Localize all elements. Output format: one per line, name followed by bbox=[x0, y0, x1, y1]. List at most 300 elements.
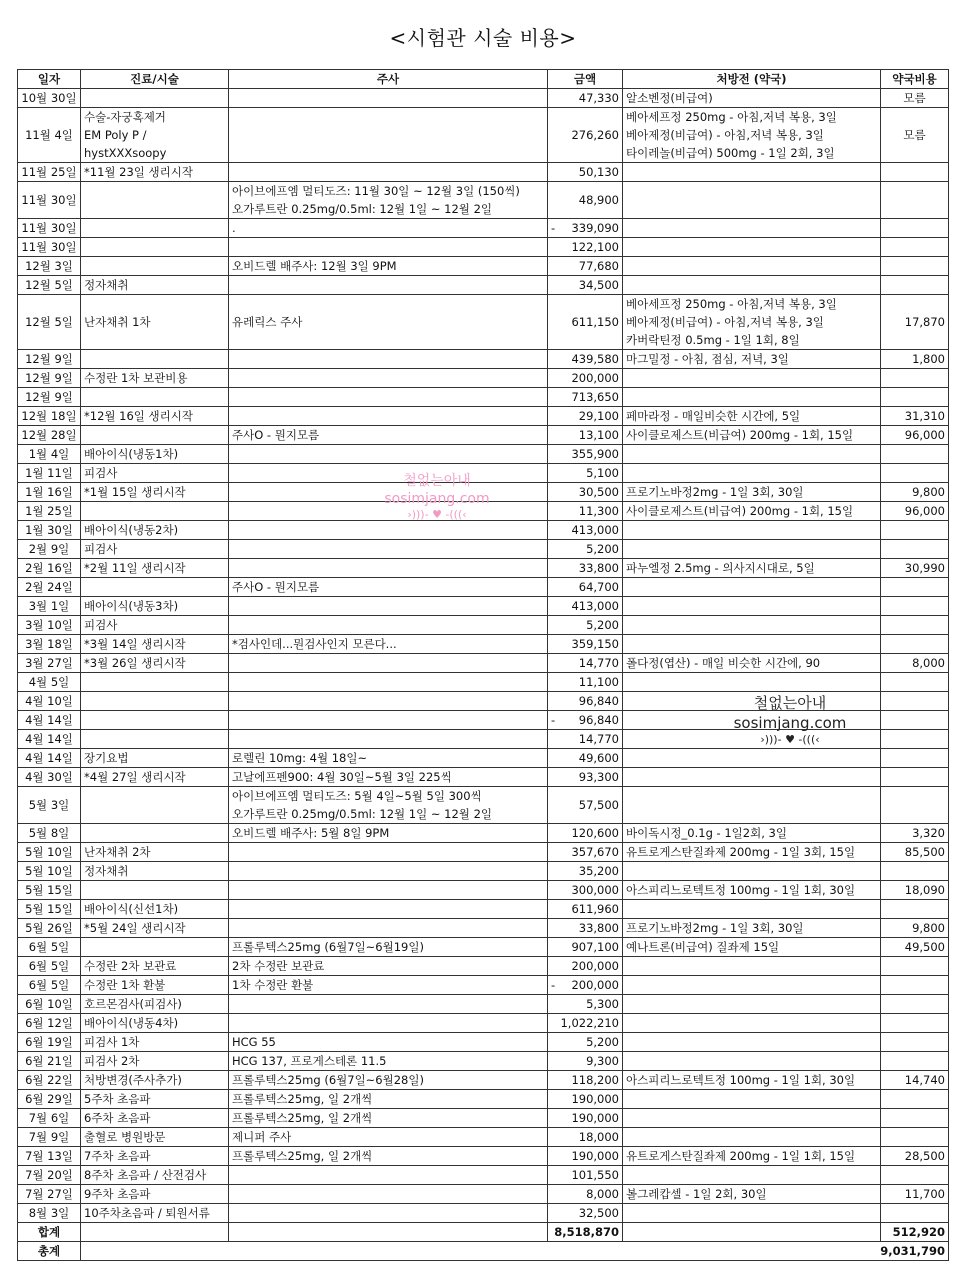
row-amount: 49,600 bbox=[548, 749, 623, 768]
row-amount: 200,000 bbox=[548, 369, 623, 388]
table-row bbox=[18, 635, 949, 654]
row-treatment bbox=[81, 502, 229, 521]
row-treatment: 수정란 1차 보관비용 bbox=[81, 369, 229, 388]
row-date: 11월 25일 bbox=[18, 163, 81, 182]
table-row bbox=[18, 862, 949, 881]
row-treatment: 배아이식(냉동2차) bbox=[81, 521, 229, 540]
row-prescription: 아스피리느로텍트정 100mg - 1일 1회, 30일 bbox=[623, 881, 881, 900]
row-pharmacy-cost bbox=[881, 1204, 949, 1223]
subtotal-row bbox=[18, 1223, 949, 1242]
row-pharmacy-cost: 14,740 bbox=[881, 1071, 949, 1090]
header-row bbox=[18, 70, 949, 89]
row-amount: 611,150 bbox=[548, 295, 623, 350]
table-row bbox=[18, 654, 949, 673]
row-amount bbox=[548, 219, 623, 238]
row-injection bbox=[229, 276, 548, 295]
row-date: 6월 21일 bbox=[18, 1052, 81, 1071]
table-row bbox=[18, 295, 949, 350]
row-date: 3월 27일 bbox=[18, 654, 81, 673]
amount-value: 96,840 bbox=[578, 713, 619, 727]
row-pharmacy-cost bbox=[881, 521, 949, 540]
row-injection: 오비드렐 배주사: 12월 3일 9PM bbox=[229, 257, 548, 276]
row-date: 5월 26일 bbox=[18, 919, 81, 938]
row-treatment bbox=[81, 578, 229, 597]
table-row bbox=[18, 464, 949, 483]
row-prescription: 알소벤정(비급여) bbox=[623, 89, 881, 108]
row-pharmacy-cost bbox=[881, 1014, 949, 1033]
row-date: 8월 3일 bbox=[18, 1204, 81, 1223]
row-injection bbox=[229, 1185, 548, 1204]
row-pharmacy-cost bbox=[881, 257, 949, 276]
row-treatment: 10주차초음파 / 퇴원서류 bbox=[81, 1204, 229, 1223]
row-pharmacy-cost: 96,000 bbox=[881, 502, 949, 521]
row-prescription bbox=[623, 616, 881, 635]
row-pharmacy-cost bbox=[881, 445, 949, 464]
row-date: 7월 20일 bbox=[18, 1166, 81, 1185]
row-amount: 190,000 bbox=[548, 1147, 623, 1166]
row-prescription: 사이클로제스트(비급여) 200mg - 1회, 15일 bbox=[623, 426, 881, 445]
row-injection bbox=[229, 1204, 548, 1223]
total-amount: 9,031,790 bbox=[81, 1242, 949, 1261]
row-injection bbox=[229, 730, 548, 749]
row-prescription: 폴다정(엽산) - 매일 비슷한 시간에, 90 bbox=[623, 654, 881, 673]
row-date: 1월 11일 bbox=[18, 464, 81, 483]
row-date: 3월 10일 bbox=[18, 616, 81, 635]
row-date: 4월 30일 bbox=[18, 768, 81, 787]
row-pharmacy-cost bbox=[881, 957, 949, 976]
row-pharmacy-cost: 17,870 bbox=[881, 295, 949, 350]
row-pharmacy-cost bbox=[881, 995, 949, 1014]
row-date: 1월 16일 bbox=[18, 483, 81, 502]
row-prescription bbox=[623, 957, 881, 976]
row-injection bbox=[229, 483, 548, 502]
table-row bbox=[18, 1052, 949, 1071]
watermark-ornament: ›)))- ♥ -(((‹ bbox=[407, 508, 467, 522]
row-injection: 프롤루텍스25mg (6월7일~6월19일) bbox=[229, 938, 548, 957]
row-prescription bbox=[623, 182, 881, 219]
row-treatment bbox=[81, 692, 229, 711]
row-treatment: 수술-자궁혹제거 EM Poly P / hystXXXsoopy bbox=[81, 108, 229, 163]
table-row bbox=[18, 182, 949, 219]
table-row bbox=[18, 276, 949, 295]
row-injection bbox=[229, 369, 548, 388]
row-injection bbox=[229, 843, 548, 862]
row-amount: 14,770 bbox=[548, 654, 623, 673]
table-row bbox=[18, 673, 949, 692]
table-row bbox=[18, 540, 949, 559]
row-pharmacy-cost bbox=[881, 1109, 949, 1128]
row-amount: 48,900 bbox=[548, 182, 623, 219]
row-prescription bbox=[623, 1014, 881, 1033]
row-treatment: 배아이식(신선1차) bbox=[81, 900, 229, 919]
table-row bbox=[18, 938, 949, 957]
row-amount: 118,200 bbox=[548, 1071, 623, 1090]
row-pharmacy-cost: 8,000 bbox=[881, 654, 949, 673]
row-date: 6월 5일 bbox=[18, 976, 81, 995]
row-prescription bbox=[623, 597, 881, 616]
row-prescription bbox=[623, 1204, 881, 1223]
row-date: 12월 18일 bbox=[18, 407, 81, 426]
subtotal-pharmacy: 512,920 bbox=[881, 1223, 949, 1242]
row-prescription bbox=[623, 369, 881, 388]
row-treatment: 6주차 초음파 bbox=[81, 1109, 229, 1128]
table-row bbox=[18, 521, 949, 540]
row-amount bbox=[548, 976, 623, 995]
row-amount: 50,130 bbox=[548, 163, 623, 182]
row-injection bbox=[229, 108, 548, 163]
row-injection: HCG 137, 프로게스테론 11.5 bbox=[229, 1052, 548, 1071]
table-row bbox=[18, 407, 949, 426]
row-amount: 359,150 bbox=[548, 635, 623, 654]
row-injection: 주사O - 뭔지모름 bbox=[229, 578, 548, 597]
row-date: 1월 25일 bbox=[18, 502, 81, 521]
row-pharmacy-cost bbox=[881, 635, 949, 654]
row-treatment: *4월 27일 생리시작 bbox=[81, 768, 229, 787]
row-injection bbox=[229, 388, 548, 407]
table-row bbox=[18, 559, 949, 578]
row-amount bbox=[548, 711, 623, 730]
row-prescription bbox=[623, 749, 881, 768]
row-pharmacy-cost: 모름 bbox=[881, 89, 949, 108]
row-treatment: *11월 23일 생리시작 bbox=[81, 163, 229, 182]
row-date: 12월 9일 bbox=[18, 369, 81, 388]
table-row bbox=[18, 1147, 949, 1166]
row-treatment bbox=[81, 730, 229, 749]
row-amount: 122,100 bbox=[548, 238, 623, 257]
row-amount: 357,670 bbox=[548, 843, 623, 862]
row-injection bbox=[229, 540, 548, 559]
row-injection bbox=[229, 692, 548, 711]
table-row bbox=[18, 108, 949, 163]
table-row bbox=[18, 388, 949, 407]
row-pharmacy-cost bbox=[881, 673, 949, 692]
row-prescription bbox=[623, 257, 881, 276]
row-treatment bbox=[81, 787, 229, 824]
row-pharmacy-cost: 11,700 bbox=[881, 1185, 949, 1204]
row-date: 3월 18일 bbox=[18, 635, 81, 654]
row-treatment: 출혈로 병원방문 bbox=[81, 1128, 229, 1147]
row-amount: 14,770 bbox=[548, 730, 623, 749]
row-date: 1월 30일 bbox=[18, 521, 81, 540]
header-amount: 금액 bbox=[548, 70, 623, 89]
row-treatment: 배아이식(냉동3차) bbox=[81, 597, 229, 616]
row-injection: HCG 55 bbox=[229, 1033, 548, 1052]
row-date: 12월 3일 bbox=[18, 257, 81, 276]
row-date: 12월 5일 bbox=[18, 295, 81, 350]
row-prescription bbox=[623, 388, 881, 407]
row-prescription bbox=[623, 1128, 881, 1147]
table-row bbox=[18, 976, 949, 995]
row-amount: 93,300 bbox=[548, 768, 623, 787]
row-pharmacy-cost: 18,090 bbox=[881, 881, 949, 900]
row-injection bbox=[229, 616, 548, 635]
row-injection bbox=[229, 1166, 548, 1185]
row-injection bbox=[229, 407, 548, 426]
row-pharmacy-cost bbox=[881, 1166, 949, 1185]
row-pharmacy-cost bbox=[881, 616, 949, 635]
row-treatment: 수정란 1차 환불 bbox=[81, 976, 229, 995]
row-prescription bbox=[623, 976, 881, 995]
row-treatment: 난자채취 1차 bbox=[81, 295, 229, 350]
table-row bbox=[18, 616, 949, 635]
row-treatment: 정자채취 bbox=[81, 276, 229, 295]
row-treatment bbox=[81, 350, 229, 369]
row-treatment: 피검사 bbox=[81, 464, 229, 483]
row-injection bbox=[229, 1014, 548, 1033]
subtotal-label: 합계 bbox=[18, 1223, 81, 1242]
table-row bbox=[18, 502, 949, 521]
row-treatment: 난자채취 2차 bbox=[81, 843, 229, 862]
negative-sign: - bbox=[551, 978, 556, 992]
row-prescription bbox=[623, 578, 881, 597]
row-treatment: *1월 15일 생리시작 bbox=[81, 483, 229, 502]
row-treatment: 피검사 bbox=[81, 616, 229, 635]
watermark-text: 철없는아내 bbox=[753, 694, 827, 712]
row-treatment: 5주차 초음파 bbox=[81, 1090, 229, 1109]
row-treatment: 피검사 bbox=[81, 540, 229, 559]
row-injection bbox=[229, 995, 548, 1014]
row-pharmacy-cost bbox=[881, 1033, 949, 1052]
row-treatment: *5월 24일 생리시작 bbox=[81, 919, 229, 938]
table-row bbox=[18, 426, 949, 445]
row-injection: 아이브에프엠 멀티도즈: 5월 4일~5월 5일 300씩 오가루트란 0.25mg/0.5ml: 12월 1일 ~ 12월 2일 bbox=[229, 787, 548, 824]
row-amount: 300,000 bbox=[548, 881, 623, 900]
row-pharmacy-cost: 31,310 bbox=[881, 407, 949, 426]
row-date: 5월 8일 bbox=[18, 824, 81, 843]
row-injection: 프롤루텍스25mg, 일 2개씩 bbox=[229, 1090, 548, 1109]
table-row bbox=[18, 900, 949, 919]
row-treatment bbox=[81, 938, 229, 957]
row-amount: 35,200 bbox=[548, 862, 623, 881]
row-prescription bbox=[623, 1109, 881, 1128]
row-pharmacy-cost bbox=[881, 1128, 949, 1147]
row-prescription bbox=[623, 1052, 881, 1071]
table-row bbox=[18, 219, 949, 238]
row-prescription: 볼그레캅셀 - 1일 2회, 30일 bbox=[623, 1185, 881, 1204]
table-row bbox=[18, 730, 949, 749]
table-row bbox=[18, 483, 949, 502]
header-treatment: 진료/시술 bbox=[81, 70, 229, 89]
row-injection: 프롤루텍스25mg, 일 2개씩 bbox=[229, 1147, 548, 1166]
header-injection: 주사 bbox=[229, 70, 548, 89]
row-treatment: 처방변경(주사추가) bbox=[81, 1071, 229, 1090]
header-date: 일자 bbox=[18, 70, 81, 89]
row-date: 6월 19일 bbox=[18, 1033, 81, 1052]
row-treatment: 수정란 2차 보관료 bbox=[81, 957, 229, 976]
row-injection bbox=[229, 881, 548, 900]
table-row bbox=[18, 919, 949, 938]
row-treatment: 피검사 1차 bbox=[81, 1033, 229, 1052]
table-row bbox=[18, 163, 949, 182]
row-injection bbox=[229, 919, 548, 938]
row-injection bbox=[229, 673, 548, 692]
table-row bbox=[18, 824, 949, 843]
row-treatment bbox=[81, 881, 229, 900]
row-injection bbox=[229, 502, 548, 521]
row-prescription bbox=[623, 445, 881, 464]
row-pharmacy-cost bbox=[881, 1052, 949, 1071]
row-date: 4월 14일 bbox=[18, 749, 81, 768]
row-injection bbox=[229, 163, 548, 182]
row-date: 6월 10일 bbox=[18, 995, 81, 1014]
row-injection bbox=[229, 350, 548, 369]
row-pharmacy-cost bbox=[881, 862, 949, 881]
negative-sign: - bbox=[551, 221, 556, 235]
row-amount: 96,840 bbox=[548, 692, 623, 711]
row-injection: 로렐린 10mg: 4월 18일~ bbox=[229, 749, 548, 768]
row-pharmacy-cost bbox=[881, 182, 949, 219]
row-injection bbox=[229, 521, 548, 540]
row-pharmacy-cost: 96,000 bbox=[881, 426, 949, 445]
table-row bbox=[18, 578, 949, 597]
row-date: 7월 9일 bbox=[18, 1128, 81, 1147]
row-injection: *검사인데...뭔검사인지 모른다... bbox=[229, 635, 548, 654]
table-row bbox=[18, 1128, 949, 1147]
row-date: 6월 22일 bbox=[18, 1071, 81, 1090]
row-date: 7월 27일 bbox=[18, 1185, 81, 1204]
row-injection bbox=[229, 654, 548, 673]
row-pharmacy-cost: 49,500 bbox=[881, 938, 949, 957]
table-row bbox=[18, 1166, 949, 1185]
watermark-ornament: ›)))- ♥ -(((‹ bbox=[760, 733, 820, 746]
row-date: 5월 15일 bbox=[18, 900, 81, 919]
row-date: 4월 5일 bbox=[18, 673, 81, 692]
page-title: <시험관 시술 비용> bbox=[389, 26, 577, 50]
row-amount: 907,100 bbox=[548, 938, 623, 957]
table-row bbox=[18, 257, 949, 276]
row-amount: 33,800 bbox=[548, 559, 623, 578]
row-date: 12월 5일 bbox=[18, 276, 81, 295]
row-date: 11월 30일 bbox=[18, 238, 81, 257]
row-pharmacy-cost bbox=[881, 276, 949, 295]
row-treatment: 피검사 2차 bbox=[81, 1052, 229, 1071]
row-prescription: 마그밀정 - 아침, 점심, 저녁, 3일 bbox=[623, 350, 881, 369]
row-pharmacy-cost: 모름 bbox=[881, 108, 949, 163]
row-treatment: 7주차 초음파 bbox=[81, 1147, 229, 1166]
row-date: 6월 29일 bbox=[18, 1090, 81, 1109]
row-amount: 276,260 bbox=[548, 108, 623, 163]
row-injection: 유레릭스 주사 bbox=[229, 295, 548, 350]
watermark-url: sosimjang.com bbox=[384, 491, 490, 508]
table-row bbox=[18, 238, 949, 257]
table-row bbox=[18, 843, 949, 862]
table-row bbox=[18, 995, 949, 1014]
row-pharmacy-cost bbox=[881, 163, 949, 182]
header-pharmacy-cost: 약국비용 bbox=[881, 70, 949, 89]
table-row bbox=[18, 1071, 949, 1090]
row-pharmacy-cost bbox=[881, 692, 949, 711]
row-amount: 33,800 bbox=[548, 919, 623, 938]
row-treatment: 배아이식(냉동1차) bbox=[81, 445, 229, 464]
row-prescription bbox=[623, 1166, 881, 1185]
row-treatment bbox=[81, 388, 229, 407]
row-pharmacy-cost bbox=[881, 540, 949, 559]
table-row bbox=[18, 749, 949, 768]
row-injection bbox=[229, 900, 548, 919]
row-treatment: *2월 11일 생리시작 bbox=[81, 559, 229, 578]
row-date: 2월 16일 bbox=[18, 559, 81, 578]
row-pharmacy-cost bbox=[881, 464, 949, 483]
row-injection: 1차 수정란 환불 bbox=[229, 976, 548, 995]
row-prescription bbox=[623, 238, 881, 257]
row-date: 2월 24일 bbox=[18, 578, 81, 597]
row-injection: 아이브에프엠 멀티도즈: 11월 30일 ~ 12월 3일 (150씩) 오가루트란 0.25mg/0.5ml: 12월 1일 ~ 12월 2일 bbox=[229, 182, 548, 219]
row-pharmacy-cost bbox=[881, 238, 949, 257]
row-amount: 1,022,210 bbox=[548, 1014, 623, 1033]
row-pharmacy-cost bbox=[881, 976, 949, 995]
row-date: 5월 10일 bbox=[18, 862, 81, 881]
row-prescription bbox=[623, 1090, 881, 1109]
row-injection bbox=[229, 559, 548, 578]
row-treatment: *3월 26일 생리시작 bbox=[81, 654, 229, 673]
row-injection bbox=[229, 445, 548, 464]
row-pharmacy-cost bbox=[881, 369, 949, 388]
row-pharmacy-cost bbox=[881, 388, 949, 407]
row-treatment: *3월 14일 생리시작 bbox=[81, 635, 229, 654]
row-amount: 200,000 bbox=[548, 957, 623, 976]
row-date: 6월 5일 bbox=[18, 938, 81, 957]
row-injection: 오비드렐 배주사: 5월 8일 9PM bbox=[229, 824, 548, 843]
row-date: 12월 9일 bbox=[18, 388, 81, 407]
row-treatment bbox=[81, 238, 229, 257]
row-prescription: 사이클로제스트(비급여) 200mg - 1회, 15일 bbox=[623, 502, 881, 521]
table-row bbox=[18, 1014, 949, 1033]
row-pharmacy-cost bbox=[881, 768, 949, 787]
row-date: 1월 4일 bbox=[18, 445, 81, 464]
table-row bbox=[18, 1185, 949, 1204]
row-date: 11월 30일 bbox=[18, 219, 81, 238]
row-prescription bbox=[623, 730, 881, 749]
total-label: 총계 bbox=[18, 1242, 81, 1261]
row-pharmacy-cost bbox=[881, 730, 949, 749]
row-date: 5월 3일 bbox=[18, 787, 81, 824]
row-prescription: 파누엘정 2.5mg - 의사지시대로, 5일 bbox=[623, 559, 881, 578]
watermark-text: 철없는아내 bbox=[403, 473, 471, 489]
row-treatment: *12월 16일 생리시작 bbox=[81, 407, 229, 426]
row-amount: 190,000 bbox=[548, 1090, 623, 1109]
row-amount: 713,650 bbox=[548, 388, 623, 407]
row-amount: 77,680 bbox=[548, 257, 623, 276]
row-date: 12월 28일 bbox=[18, 426, 81, 445]
total-row bbox=[18, 1242, 949, 1261]
header-prescription: 처방전 (약국) bbox=[623, 70, 881, 89]
row-pharmacy-cost: 9,800 bbox=[881, 919, 949, 938]
row-treatment: 정자채취 bbox=[81, 862, 229, 881]
row-pharmacy-cost bbox=[881, 578, 949, 597]
table-row bbox=[18, 350, 949, 369]
row-prescription bbox=[623, 276, 881, 295]
row-date: 4월 14일 bbox=[18, 730, 81, 749]
row-pharmacy-cost bbox=[881, 711, 949, 730]
table-row bbox=[18, 692, 949, 711]
table-row bbox=[18, 957, 949, 976]
row-date: 7월 13일 bbox=[18, 1147, 81, 1166]
row-prescription bbox=[623, 787, 881, 824]
row-prescription: 프로기노바정2mg - 1일 3회, 30일 bbox=[623, 919, 881, 938]
table-row bbox=[18, 787, 949, 824]
row-treatment bbox=[81, 711, 229, 730]
row-pharmacy-cost bbox=[881, 219, 949, 238]
row-injection: 제니퍼 주사 bbox=[229, 1128, 548, 1147]
row-amount: 355,900 bbox=[548, 445, 623, 464]
subtotal-amount: 8,518,870 bbox=[548, 1223, 623, 1242]
row-treatment: 8주차 초음파 / 산전검사 bbox=[81, 1166, 229, 1185]
row-injection bbox=[229, 238, 548, 257]
row-amount: 8,000 bbox=[548, 1185, 623, 1204]
row-date: 3월 1일 bbox=[18, 597, 81, 616]
cost-table bbox=[17, 69, 949, 1261]
row-pharmacy-cost bbox=[881, 900, 949, 919]
